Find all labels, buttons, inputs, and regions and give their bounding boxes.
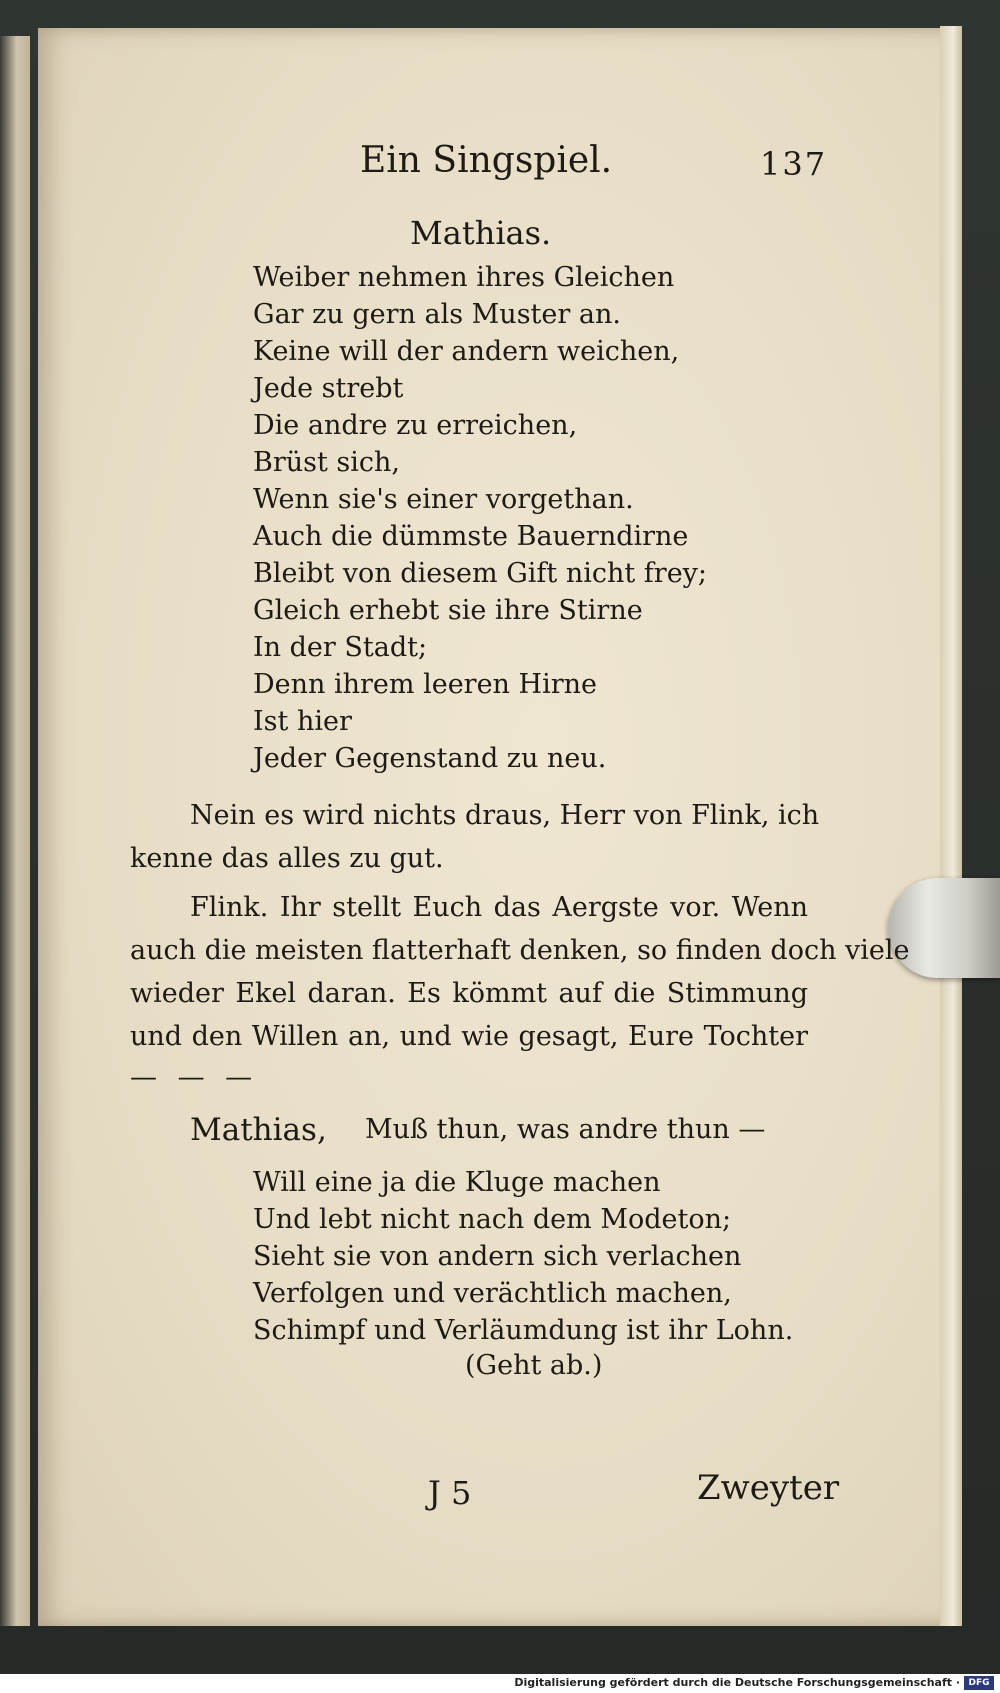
speaker-name: Mathias, [190,1112,327,1148]
verse-line: Wenn sie's einer vorgethan. [253,484,634,515]
prose-line: und den Willen an, und wie gesagt, Eure Tochter [130,1021,808,1052]
verse-line: Jede strebt [253,373,404,404]
verse-line: Gar zu gern als Muster an. [253,299,621,330]
speaker-name: Mathias. [410,214,552,252]
prose-line: kenne das alles zu gut. [130,843,444,874]
verse-line: Keine will der andern weichen, [253,336,680,367]
speech-line: Muß thun, was andre thun — [365,1114,766,1145]
prose-line: wieder Ekel daran. Es kömmt auf die Stimmung [130,978,808,1009]
verse-line: Und lebt nicht nach dem Modeton; [253,1204,732,1235]
verse-line: Auch die dümmste Bauerndirne [253,521,689,552]
verse-line: In der Stadt; [253,632,428,663]
verse-line: Sieht sie von andern sich verlachen [253,1241,742,1272]
page-number: 137 [760,145,828,183]
prose-line: Nein es wird nichts draus, Herr von Flink, ich [190,800,820,831]
stage-direction: (Geht ab.) [465,1350,603,1381]
dash-line: — — — [130,1062,259,1093]
verse-line: Verfolgen und verächtlich machen, [253,1278,732,1309]
verse-line: Gleich erhebt sie ihre Stirne [253,595,643,626]
verse-line: Will eine ja die Kluge machen [253,1167,661,1198]
verse-line: Schimpf und Verläumdung ist ihr Lohn. [253,1315,794,1346]
catchword: Zweyter [697,1468,840,1508]
signature-mark: J 5 [428,1474,472,1512]
verse-line: Bleibt von diesem Gift nicht frey; [253,558,708,589]
verse-line: Brüst sich, [253,447,401,478]
verse-line: Denn ihrem leeren Hirne [253,669,597,700]
verse-line: Weiber nehmen ihres Gleichen [253,262,675,293]
prose-line: auch die meisten flatterhaft denken, so finden doch viele [130,935,910,966]
verse-line: Jeder Gegenstand zu neu. [253,743,607,774]
verse-line: Die andre zu erreichen, [253,410,578,441]
funding-credit: Digitalisierung gefördert durch die Deutsche Forschungsgemeinschaft · [514,1676,960,1689]
prose-line: Flink. Ihr stellt Euch das Aergste vor. Wenn [190,892,808,923]
running-title: Ein Singspiel. [360,140,613,181]
dfg-logo-icon: DFG [964,1676,994,1690]
verse-line: Ist hier [253,706,352,737]
